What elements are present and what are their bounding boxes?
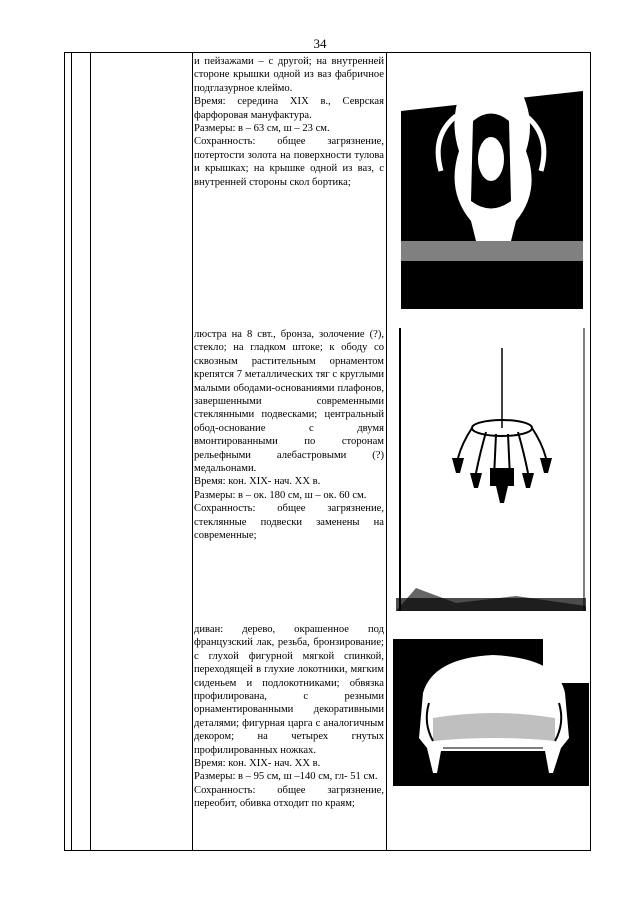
entry-description: люстра на 8 свт., бронза, золочение (?), стекло; на гладком штоке; к ободу со сквозным растительным орнаментом крепятся 7 металлических тяг с круглыми малыми ободами-основаниями плафонов, завершенными современными стеклянными подвесками; центральный обод-основание с двумя вмонтированными по сторонам рельефными алебастровыми (?) медальонами. (194, 329, 384, 475)
sofa-photo (393, 623, 589, 786)
entry-vases-text (194, 55, 384, 189)
entry-description: и пейзажами – с другой; на внутренней стороне крышки одной из ваз фабричное подглазурное клеймо. (194, 56, 384, 94)
entry-time: Время: кон. XIX- нач. XX в. (194, 758, 321, 770)
column-divider (71, 53, 72, 850)
entry-size: Размеры: в – 63 см, ш – 23 см. (194, 123, 330, 135)
column-divider (386, 53, 387, 850)
column-divider (90, 53, 91, 850)
column-divider (192, 53, 193, 850)
entry-time: Время: середина XIX в., Севрская фарфоровая мануфактура. (194, 96, 384, 121)
entry-description: диван: дерево, окрашенное под французский лак, резьба, бронзирование; с глухой фигурной мягкой спинкой, переходящей в глухие локотники, мягким сиденьем и подлокотниками; обвязка профилирована, с резными орнаментированными декоративными деталями; фигурная царга с аналогичным декором; на четырех гнутых профилированных ножках. (194, 624, 384, 756)
vase-photo (401, 61, 583, 309)
entry-chandelier-text (194, 328, 384, 543)
entry-time: Время: кон. XIX- нач. XX в. (194, 476, 321, 488)
entry-sofa-text (194, 623, 384, 811)
inventory-table (64, 52, 591, 851)
entry-condition: Сохранность: общее загрязнение, потертости золота на поверхности тулова и крышках; на крышке одной из ваз, с внутренней стороны скол бортика; (194, 136, 384, 188)
entry-size: Размеры: в – 95 см, ш –140 см, гл- 51 см. (194, 771, 378, 783)
page-number: 34 (313, 36, 327, 51)
entry-size: Размеры: в – ок. 180 см, ш – ок. 60 см. (194, 489, 367, 501)
entry-condition: Сохранность: общее загрязнение, переобит, обивка отходит по краям; (194, 784, 384, 810)
chandelier-photo (396, 328, 586, 611)
entry-condition: Сохранность: общее загрязнение, стеклянные подвески заменены на современные; (194, 503, 384, 542)
